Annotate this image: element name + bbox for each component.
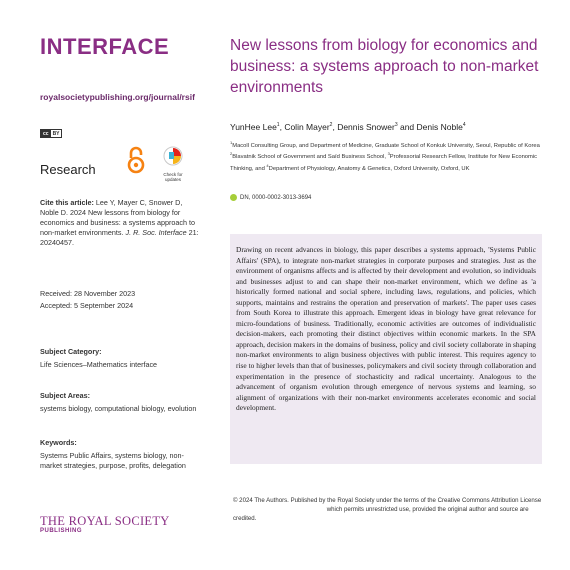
check-for-updates-icon <box>163 146 183 166</box>
author-name: Dennis Snower <box>337 122 395 132</box>
subject-category-heading: Subject Category: <box>40 347 102 356</box>
license-terms: which permits unrestricted use, provided the original author and source are credited. <box>233 506 529 522</box>
open-access-icon <box>126 146 146 174</box>
affiliation: $^1$Macoll Consulting Group, and Department of Medicine, Graduate School of Konkuk University, Seoul, Republic of Korea <box>230 140 540 149</box>
article-section-label: Research <box>40 162 96 177</box>
check-for-updates-button[interactable] <box>158 146 188 182</box>
subject-category <box>40 347 200 370</box>
article-title: New lessons from biology for economics and business: a systems approach to non-market environments <box>230 37 539 96</box>
check-for-updates-label: Check for updates <box>163 172 183 182</box>
accepted-date: Accepted: 5 September 2024 <box>40 301 134 310</box>
subject-areas-heading: Subject Areas: <box>40 391 91 400</box>
orcid-icon <box>230 194 237 201</box>
journal-url-link[interactable]: royalsocietypublishing.org/journal/rsif <box>40 92 195 102</box>
subject-areas <box>40 391 200 414</box>
keywords-heading: Keywords: <box>40 438 77 447</box>
abstract-text: Drawing on recent advances in biology, this paper describes a systems approach, 'Systems Public Affairs' (SPA), to integrate non-market strategies in corporate purposes and strategies. Just as the environment of organisms affects and is affected by their development and evolution, so individuals and businesses adjust to and can shape their non-market environment, which we define as 'a historically formed national and social sphere, including laws, regulations, and policies, which supports, maintains and restrains the operation and preservation of markets'. The paper uses cases from South Korea to illustrate this approach. Emergent ideas in biology have great relevance for micro-foundations of business. Traditionally, economic activities are outcomes of individualistic decision-makers, each promoting their distinct objectives within economic markets. In the SPA approach, decision makers in the domains of business, policy and civil society collaborate in shaping non-market environments to align business objectives with public interest. This requires agency to rise to higher levels than that of businesses, policymakers and civil society through collaboration and experimentation in the presence of stochasticity and radical uncertainty. Analogous to the advancement of organism evolution through emergence of nervous systems and learning, so alignment of organizations with their non-market environments accelerates economic and social development. <box>236 245 536 413</box>
author-name: YunHee Lee <box>230 122 277 132</box>
royal-society-publishing-label: PUBLISHING <box>40 528 83 534</box>
author-name: Colin Mayer <box>284 122 330 132</box>
citation-label: Cite this article: <box>40 198 94 207</box>
citation-block <box>40 198 200 248</box>
orcid-link[interactable] <box>230 194 311 201</box>
subject-areas-value: systems biology, computational biology, evolution <box>40 404 197 413</box>
keywords <box>40 438 200 471</box>
received-date: Received: 28 November 2023 <box>40 289 136 298</box>
affiliations <box>230 139 540 173</box>
author-list: YunHee Lee$^1$, Colin Mayer$^2$, Dennis Snower$^3$ and Denis Noble$^4$ <box>230 122 466 132</box>
by-icon: BY <box>52 130 60 137</box>
cc-icon: cc <box>43 130 49 137</box>
royal-society-logo: THE ROYAL SOCIETY <box>40 514 170 528</box>
journal-logo: INTERFACE <box>40 34 170 59</box>
subject-category-value: Life Sciences–Mathematics interface <box>40 360 158 369</box>
orcid-id: DN, 0000-0002-3013-3694 <box>240 194 312 201</box>
keywords-value: Systems Public Affairs, systems biology, non-market strategies, purpose, profits, delegation <box>40 451 186 470</box>
cc-by-license-badge[interactable] <box>40 129 62 138</box>
citation-text: Lee Y, Mayer C, Snower D, Noble D. 2024 New lessons from biology for economics and business: a systems approach to non-market environments. <box>40 198 196 237</box>
author-name: Denis Noble <box>416 122 463 132</box>
citation-journal: J. R. Soc. Interface <box>125 228 187 237</box>
license-text: © 2024 The Authors. Published by the Royal Society under the terms of the Creative Commons Attribution License <box>233 497 542 504</box>
license-statement <box>233 496 543 523</box>
dates-block <box>40 288 135 312</box>
affiliation: $^2$Blavatnik School of Government and Saïd Business School, $^3$Professorial Research Fellow, Institute for New Economic Thinking, and $^4$Department of Physiology, Anatomy & Genetics, Oxford University, Oxford, UK <box>230 151 538 172</box>
citation-volume: 21: 20240457. <box>40 228 199 247</box>
